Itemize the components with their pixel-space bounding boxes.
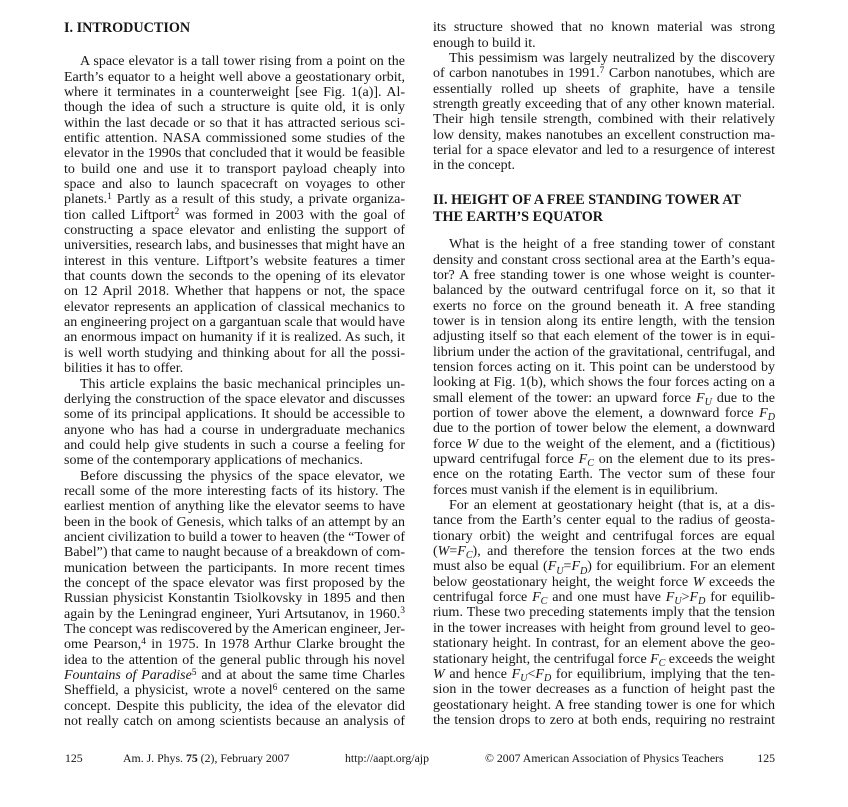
left-column (64, 20, 405, 729)
text-line (433, 605, 775, 620)
paragraph (64, 377, 405, 469)
math-subscript: C (658, 657, 666, 669)
italic-text: F (532, 590, 541, 606)
text-run: and hence (444, 666, 512, 682)
italic-text: F (578, 452, 588, 468)
text-run: low density, makes nanotubes an excellent construction ma- (433, 127, 775, 143)
text-line (433, 314, 775, 329)
text-line (433, 483, 775, 498)
text-run: tension forces acting on it. This point can be understood by (433, 359, 775, 375)
text-run: forces must vanish if the element is in equilibrium. (433, 482, 718, 498)
text-run: tower is in tension along its entire length, with the tension (433, 313, 775, 329)
text-run: elevator in the 1990s that concluded that it would be feasible (64, 146, 405, 162)
text-line (64, 515, 405, 530)
math-subscript: U (674, 596, 682, 608)
footnote-ref: 7 (599, 66, 605, 77)
text-run: an engineering project on a gargantuan scale that would have (64, 315, 405, 331)
text-run: This pessimism was largely neutralized by the discovery (449, 50, 775, 66)
math-subscript: D (767, 412, 775, 424)
text-run: force (433, 436, 467, 452)
text-run: density and constant cross sectional area at the Earth’s equa- (433, 252, 775, 268)
footnote-ref: 1 (107, 192, 112, 203)
math-subscript: C (587, 458, 594, 470)
text-line (433, 529, 775, 544)
text-line (433, 329, 775, 344)
text-line (433, 406, 775, 424)
text-run: an enormous impact on humanity if it is realized. As such, it (64, 330, 405, 346)
text-line (64, 192, 405, 207)
text-run: exceeds the weight (665, 651, 775, 667)
text-line (64, 622, 405, 637)
text-run: = (563, 559, 572, 575)
text-line (433, 360, 775, 375)
text-run: to build one and use it to transport payload cheaply into (64, 161, 405, 177)
text-run: = (449, 544, 458, 560)
text-run: stationary height, the centrifugal force (433, 651, 651, 667)
text-run: must also be equal ( (433, 559, 548, 575)
text-run: geostationary height. A free standing tower is one for which (433, 697, 775, 713)
text-run: ), and therefore the tension forces at the two ends (472, 544, 775, 560)
text-run: terial for a space elevator and led to a resurgence of interest (433, 143, 775, 159)
text-line (64, 330, 405, 345)
text-line (64, 545, 405, 560)
text-run: and at about the same time Charles (196, 668, 405, 684)
text-run: in 1975. In 1978 Arthur Clarke brought the (146, 637, 405, 653)
text-line (433, 66, 775, 81)
heading-line (433, 192, 775, 209)
paragraph (433, 498, 775, 728)
text-run: I. INTRODUCTION (64, 20, 191, 36)
text-line (64, 668, 405, 683)
text-run: balanced by the outward centrifugal force on it, so that it (433, 283, 775, 299)
text-run: been in the book of Genesis, which talks of an attempt by an (64, 514, 405, 530)
section-heading (64, 20, 405, 37)
text-line (433, 97, 775, 112)
text-line (64, 223, 405, 238)
page-number-left: 125 (65, 750, 83, 765)
journal-citation (123, 751, 289, 765)
text-run: bilities it has to offer. (64, 361, 184, 377)
text-line (64, 699, 405, 714)
math-subscript: U (556, 565, 564, 577)
text-line (433, 666, 776, 685)
text-line (64, 576, 405, 591)
text-run: and could help give students in such a course a feeling for (64, 437, 405, 453)
text-line (64, 530, 405, 545)
text-run: enough to build it. (433, 35, 536, 51)
text-run: though the idea of such a structure is quite old, it is only (64, 100, 405, 116)
text-run: Russian physicist Konstantin Tsiolkovsky in 1895 and then (64, 591, 405, 607)
text-run: centrifugal force (433, 590, 533, 606)
text-run: librium under the action of the gravitational, centrifugal, and (433, 344, 775, 360)
text-run: small element of the tower: an upward force (433, 390, 696, 406)
footnote-ref: 3 (400, 606, 405, 617)
text-run: concept. Despite this publicity, the idea of the elevator did (64, 698, 405, 714)
text-line (64, 714, 405, 729)
footnote-ref: 6 (272, 683, 278, 694)
text-line (64, 637, 405, 652)
text-run: on the element due to its pres- (593, 452, 776, 468)
text-run: for equilib- (705, 590, 775, 606)
text-run: Babel”) that came to naught because of a breakdown of com- (64, 545, 405, 561)
paragraph (64, 469, 405, 730)
text-line (64, 361, 405, 376)
text-line (433, 391, 775, 406)
text-run: (2), February 2007 (197, 750, 290, 765)
text-line (64, 315, 405, 330)
text-run: derlying the construction of the space elevator and discusses (64, 391, 405, 407)
text-run: Sheffield, a physicist, wrote a novel (64, 683, 273, 699)
text-run: Earth’s equator to a height well above a geostationary orbit, (64, 69, 405, 85)
text-run: stationary height. In contrast, for an element above the geo- (433, 636, 775, 652)
text-run: exerts no force on the ground beneath it. A free standing (433, 298, 775, 314)
text-line (64, 469, 405, 484)
text-run: adjusting itself so that each element of the tower is in equi- (433, 329, 775, 345)
text-run: due to the portion of tower below the element, a downward (433, 421, 775, 437)
text-line (433, 36, 775, 51)
text-line (433, 513, 775, 528)
paragraph (433, 20, 775, 51)
text-run: Before discussing the physics of the space elevator, we (80, 468, 405, 484)
text-run: and one must have (547, 590, 666, 606)
text-run: tionary orbit) the weight and centrifugal forces are equal (433, 528, 775, 544)
text-run: again by the Leningrad engineer, Yuri Artsutanov, in 1960. (64, 606, 401, 622)
text-line (433, 237, 775, 252)
text-run: ence on the rotating Earth. The vector sum of these four (433, 467, 775, 483)
text-line (433, 421, 775, 436)
text-line (433, 20, 775, 35)
text-line (64, 653, 405, 668)
footnote-ref: 4 (141, 637, 146, 648)
text-run: universities, research labs, and businesses that might have an (64, 238, 405, 254)
bold-text: 75 (185, 750, 198, 765)
paragraph (433, 51, 775, 174)
text-line (64, 162, 405, 177)
text-run: idea to the attention of the general public through his novel (64, 652, 405, 668)
text-run: Am. J. Phys. (123, 750, 186, 765)
text-line (64, 100, 405, 115)
italic-text: F (571, 559, 581, 575)
text-run: rium. These two preceding statements imply that the tension (433, 605, 775, 621)
text-run: on 12 April 2018. Whether that happens or not, the space (64, 284, 405, 300)
text-line (64, 238, 405, 253)
journal-url: http://aapt.org/ajp (345, 750, 429, 765)
text-run: is well worth studying and thinking about for all the possi- (64, 345, 405, 361)
italic-text: W (437, 544, 450, 560)
math-subscript: D (580, 565, 588, 577)
text-line (64, 346, 405, 361)
text-line (433, 128, 775, 143)
text-run: Carbon nanotubes, which are (604, 66, 775, 82)
text-line (64, 54, 405, 69)
text-line (64, 453, 405, 468)
text-line (433, 652, 775, 667)
text-line (64, 591, 405, 606)
text-run: space and also to launch spacecraft on voyages to other (64, 177, 405, 193)
text-run: planets. (64, 192, 108, 208)
text-line (433, 51, 775, 66)
text-run: sion in the tower decreases as a function of height past the (433, 682, 775, 698)
text-run: ( (433, 544, 438, 560)
text-run: within the last decade or so that it has attracted serious sci- (64, 115, 405, 131)
text-run: below geostationary height, the weight force (433, 574, 693, 590)
text-run: ancient civilization to build a tower to heaven (the “Tower of (64, 529, 405, 545)
right-column (433, 20, 775, 728)
text-run: < (527, 666, 536, 682)
text-run: in the tower increases with height from ground level to geo- (433, 620, 775, 636)
text-run: earliest mention of anything like the elevator seems to have (64, 499, 405, 515)
text-line (64, 284, 405, 299)
text-run: its structure showed that no known material was strong (433, 20, 775, 36)
italic-text: F (547, 559, 557, 575)
text-line (64, 177, 405, 192)
text-line (433, 590, 775, 608)
page-number-right: 125 (757, 750, 775, 765)
text-line (433, 299, 775, 314)
italic-text: W (433, 666, 445, 682)
text-run: that counts down the seconds to the opening of its elevator (64, 269, 405, 285)
text-line (433, 112, 775, 127)
text-run: THE EARTH’S EQUATOR (433, 209, 604, 226)
text-line (64, 499, 405, 514)
text-line (64, 85, 405, 100)
text-run: was formed in 2003 with the goal of (179, 207, 405, 223)
text-run: tion called Liftport (64, 207, 175, 223)
text-line (64, 423, 405, 438)
text-run: tor? A free standing tower is one whose weight is counter- (433, 267, 775, 283)
text-run: ) for equilibrium. For an element (587, 559, 775, 575)
text-run: munication between the participants. In more recent times (64, 560, 405, 576)
text-line (433, 253, 775, 268)
text-run: > (681, 590, 690, 606)
text-line (433, 467, 775, 482)
page-footer (0, 751, 848, 765)
text-line (433, 268, 775, 283)
text-line (64, 377, 405, 392)
text-line (64, 269, 405, 284)
text-run: in the concept. (433, 158, 516, 174)
text-run: portion of tower above the element, a downward force (433, 406, 760, 421)
math-subscript: D (543, 673, 552, 685)
text-line (64, 407, 405, 422)
text-line (64, 607, 405, 622)
italic-text: F (689, 590, 699, 606)
text-line (433, 375, 775, 390)
text-line (64, 208, 405, 223)
text-run: the tension drops to zero at both ends, requiring no restraint (433, 712, 775, 728)
italic-text: F (650, 651, 659, 667)
italic-text: Fountains of Paradise (64, 668, 192, 684)
math-subscript: U (520, 673, 528, 685)
text-line (433, 575, 775, 590)
text-line (433, 621, 775, 636)
math-subscript: U (704, 396, 712, 408)
text-run: exceeds the (704, 574, 775, 590)
text-run: due to the (711, 390, 775, 406)
text-line (433, 143, 775, 158)
italic-text: F (759, 406, 768, 421)
italic-text: W (466, 436, 479, 452)
text-run: upward centrifugal force (433, 452, 579, 468)
text-run: due to the weight of the element, and a (fictitious) (478, 436, 775, 452)
heading-line (433, 209, 775, 226)
italic-text: W (692, 574, 705, 590)
paragraph (64, 54, 405, 376)
text-run: A space elevator is a tall tower rising from a point on the (80, 54, 405, 70)
text-run: tance from the Earth’s center equal to the radius of geosta- (433, 513, 775, 529)
text-line (433, 452, 776, 470)
text-run: entific attention. NASA commissioned some studies of the (64, 131, 405, 147)
heading-line (64, 20, 405, 37)
text-run: not really catch on among scientists because an analysis of (64, 714, 405, 730)
text-run: of carbon nanotubes in 1991. (433, 66, 600, 82)
footnote-ref: 2 (174, 207, 180, 218)
text-line (433, 437, 775, 452)
text-run: What is the height of a free standing tower of constant (449, 237, 775, 253)
text-line (64, 254, 405, 269)
text-line (433, 345, 775, 360)
text-line (64, 70, 405, 85)
text-run: For an element at geostationary height (that is, at a dis- (449, 498, 775, 514)
text-line (64, 146, 405, 161)
text-line (433, 559, 775, 577)
text-run: The concept was rediscovered by the American engineer, Jer- (64, 622, 405, 638)
text-line (433, 682, 775, 697)
text-run: anyone who has had a course in undergraduate mechanics (64, 422, 405, 438)
math-subscript: C (465, 550, 473, 562)
text-line (64, 683, 405, 698)
text-run: looking at Fig. 1(b), which shows the four forces acting on a (433, 375, 775, 391)
text-line (64, 131, 405, 146)
text-line (64, 438, 405, 453)
text-line (64, 300, 405, 315)
text-run: ome Pearson, (64, 637, 142, 653)
text-run: strength greatly exceeding that of any other known material. (433, 97, 775, 113)
text-run: essentially rolled up sheets of graphite, have a tensile (433, 81, 775, 97)
text-line (433, 283, 775, 298)
text-run: centered on the same (277, 683, 405, 699)
text-run: for equilibrium, implying that the ten- (551, 666, 776, 682)
text-line (64, 484, 405, 499)
text-run: elevator represents an application of classical mechanics to (64, 299, 405, 315)
text-run: This article explains the basic mechanical principles un- (80, 376, 405, 392)
italic-text: F (535, 666, 544, 682)
italic-text: F (511, 666, 521, 682)
text-run: where it terminates in a counterweight [see Fig. 1(a)]. Al- (64, 84, 405, 100)
text-run: Partly as a result of this study, a private organiza- (111, 192, 405, 208)
text-line (433, 698, 775, 713)
text-run: the concept of the space elevator was first proposed by the (64, 575, 405, 591)
text-run: Their high tensile strength, combined with their relatively (433, 112, 775, 128)
text-run: some of its principal applications. It should be accessible to (64, 407, 405, 423)
italic-text: F (665, 590, 675, 606)
text-line (433, 544, 775, 562)
copyright-notice: © 2007 American Association of Physics Teachers (485, 750, 724, 765)
italic-text: F (696, 390, 705, 406)
math-subscript: C (540, 596, 548, 608)
text-line (433, 636, 775, 651)
italic-text: F (457, 544, 466, 560)
text-line (433, 158, 775, 173)
text-line (433, 498, 775, 513)
footnote-ref: 5 (191, 667, 197, 678)
text-run: some of the contemporary applications of mechanics. (64, 453, 363, 469)
text-run: interest in this venture. Liftport’s website features a timer (64, 253, 405, 269)
text-line (433, 713, 775, 728)
text-line (64, 392, 405, 407)
math-subscript: D (698, 596, 706, 608)
section-heading (433, 192, 775, 226)
text-line (433, 82, 775, 97)
paragraph (433, 237, 775, 498)
text-run: recall some of the more interesting facts of its history. The (64, 483, 405, 499)
text-run: II. HEIGHT OF A FREE STANDING TOWER AT (433, 192, 741, 209)
text-line (64, 116, 405, 131)
text-line (64, 561, 405, 576)
text-run: constructing a space elevator and enlisting the support of (64, 223, 405, 239)
